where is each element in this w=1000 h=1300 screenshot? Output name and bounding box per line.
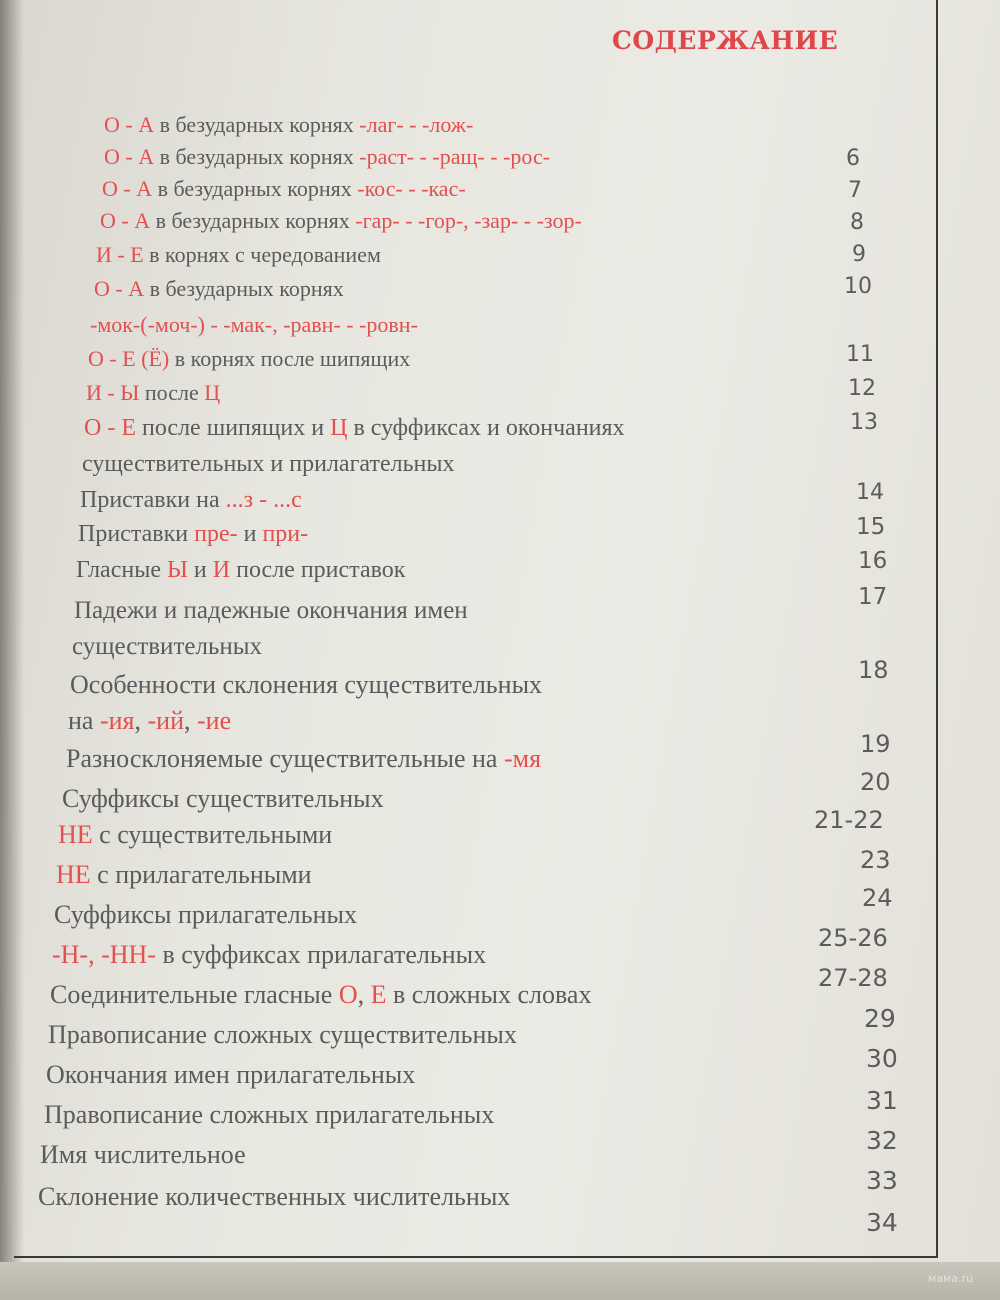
- toc-page-number: 20: [860, 768, 891, 796]
- toc-entry-highlight: -ие: [197, 706, 232, 735]
- toc-entry: [40, 1142, 246, 1168]
- toc-entry-text: существительных и прилагательных: [82, 451, 455, 477]
- toc-entry: [74, 598, 468, 623]
- toc-entry-highlight: О - А: [100, 208, 151, 233]
- toc-entry: [102, 178, 466, 200]
- toc-page-number: 18: [858, 656, 889, 684]
- toc-entry: [44, 1102, 494, 1128]
- toc-entry-text: в безударных корнях: [154, 144, 360, 169]
- toc-entry: [68, 708, 231, 734]
- toc-entry: [58, 822, 332, 848]
- toc-entry-highlight: О - А: [104, 112, 155, 137]
- toc-entry-text: с прилагательными: [90, 860, 312, 889]
- toc-entry-text: существительных: [72, 633, 263, 660]
- toc-entry-text: в корнях после шипящих: [169, 346, 411, 371]
- toc-page-number: 25-26: [818, 924, 888, 952]
- toc-entry-highlight: при-: [262, 521, 309, 547]
- toc-page-number: 33: [866, 1166, 898, 1195]
- watermark: мама.ru: [928, 1272, 974, 1285]
- toc-entry-text: и: [187, 557, 213, 583]
- toc-entry-highlight: О - А: [102, 176, 153, 201]
- toc-entry-text: Приставки: [78, 521, 195, 547]
- toc-entry-highlight: -Н-, -НН-: [52, 940, 156, 969]
- toc-page-number: 16: [858, 548, 888, 574]
- toc-entry-highlight: О - А: [94, 276, 145, 301]
- toc-entry: [72, 634, 262, 659]
- toc-entry-text: Правописание сложных существительных: [48, 1020, 517, 1049]
- toc-entry-text: Падежи и падежные окончания имен: [74, 597, 468, 624]
- toc-entry-text: ,: [357, 980, 371, 1009]
- toc-page-number: 9: [852, 242, 866, 267]
- toc-entry-highlight: О - Е (Ё): [88, 346, 170, 371]
- toc-entry-text: после: [139, 380, 205, 405]
- toc-entry-text: Гласные: [76, 557, 167, 583]
- toc-entry: [96, 244, 381, 266]
- toc-entry: [66, 746, 541, 772]
- toc-entry-highlight: НЕ: [56, 860, 91, 889]
- toc-entry-text: с существительными: [92, 820, 333, 849]
- toc-page-number: 21-22: [814, 806, 884, 834]
- toc-entry-highlight: -ий: [147, 706, 184, 735]
- toc-page-number: 13: [850, 410, 878, 435]
- toc-entry-highlight: -мя: [503, 744, 542, 773]
- toc-entry-text: и: [237, 521, 263, 547]
- toc-entry-text: Склонение количественных числительных: [38, 1182, 511, 1211]
- toc-entry: [70, 672, 542, 698]
- toc-entry-highlight: -мок-(-моч-) - -мак-, -равн- - -ровн-: [90, 312, 418, 337]
- toc-entry-text: ,: [184, 706, 197, 735]
- toc-entry-text: в безударных корнях: [150, 208, 356, 233]
- toc-entry-highlight: О - Е: [84, 415, 136, 441]
- toc-page-number: 11: [846, 342, 874, 367]
- toc-entry: [78, 522, 308, 546]
- toc-entry-highlight: Ц: [204, 380, 221, 405]
- toc-entry-highlight: ...з - ...с: [225, 487, 302, 513]
- toc-entry-highlight: -раст- - -ращ- - -рос-: [359, 144, 551, 169]
- desk-surface: [0, 1262, 1000, 1300]
- toc-entry: [54, 902, 357, 928]
- toc-page-number: 17: [858, 584, 888, 610]
- toc-page-number: 31: [866, 1086, 898, 1115]
- toc-entry-text: в суффиксах прилагательных: [155, 940, 487, 969]
- toc-entry: [88, 348, 410, 370]
- toc-entry: [90, 314, 418, 336]
- toc-entry: [80, 488, 302, 512]
- toc-entry-highlight: Е: [370, 980, 387, 1009]
- toc-page-number: 10: [844, 274, 872, 299]
- toc-entry: [86, 382, 220, 404]
- toc-entry-text: в корнях с чередованием: [143, 242, 381, 267]
- toc-page-number: 14: [856, 480, 884, 505]
- toc-entry-text: Суффиксы существительных: [62, 784, 384, 813]
- toc-entry: [52, 942, 486, 968]
- toc-page-number: 23: [860, 846, 891, 874]
- toc-entry-text: Окончания имен прилагательных: [46, 1060, 416, 1089]
- toc-entry-highlight: И - Ы: [86, 380, 140, 405]
- toc-entry: [104, 114, 473, 136]
- toc-entry-highlight: НЕ: [58, 820, 93, 849]
- toc-entry: [84, 416, 625, 440]
- toc-page-number: 27-28: [818, 964, 888, 992]
- toc-entry-text: в безударных корнях: [152, 176, 358, 201]
- toc-page-number: 19: [860, 730, 891, 758]
- toc-page-number: 8: [850, 210, 864, 235]
- toc-entry-text: Особенности склонения существительных: [70, 670, 543, 699]
- toc-page-number: 24: [862, 884, 893, 912]
- toc-entry: [46, 1062, 415, 1088]
- toc-entry: [48, 1022, 517, 1048]
- toc-page-number: 7: [848, 178, 862, 203]
- toc-entry-text: Суффиксы прилагательных: [54, 900, 357, 929]
- toc-entry-text: после шипящих и: [135, 415, 331, 441]
- toc-entry-text: Соединительные гласные: [50, 980, 339, 1009]
- toc-entry-text: в безударных корнях: [154, 112, 360, 137]
- toc-page-number: 34: [866, 1208, 898, 1237]
- toc-page-number: 32: [866, 1126, 898, 1155]
- toc-page-number: 29: [864, 1004, 896, 1033]
- toc-entry-text: в безударных корнях: [144, 276, 344, 301]
- toc-entry-highlight: -кос- - -кас-: [357, 176, 466, 201]
- toc-entry-highlight: Ц: [330, 415, 348, 441]
- toc-entry: [82, 452, 454, 476]
- toc-entry-highlight: пре-: [194, 521, 238, 547]
- toc-entry: [62, 786, 384, 812]
- toc-entry-highlight: И: [212, 557, 231, 583]
- toc-entry: [56, 862, 312, 888]
- toc-entry-highlight: -ия: [99, 706, 135, 735]
- toc-entry: [94, 278, 344, 300]
- toc-entry-highlight: И - Е: [96, 242, 144, 267]
- toc-entry-text: в суффиксах и окончаниях: [347, 415, 625, 441]
- toc-entry-highlight: О: [338, 980, 358, 1009]
- toc-page-number: 6: [846, 146, 860, 171]
- contents-title: СОДЕРЖАНИЕ: [612, 26, 839, 55]
- toc-entry-text: после приставок: [230, 557, 406, 583]
- toc-page-number: 12: [848, 376, 876, 401]
- toc-entry-highlight: -гар- - -гор-, -зар- - -зор-: [355, 208, 582, 233]
- toc-entry-text: Разносклоняемые существительные на: [66, 744, 504, 773]
- toc-entry: [76, 558, 405, 582]
- toc-entry-text: в сложных словах: [386, 980, 592, 1009]
- toc-entry-highlight: -лаг- - -лож-: [359, 112, 474, 137]
- toc-entry-highlight: Ы: [166, 557, 188, 583]
- toc-page-number: 30: [866, 1044, 898, 1073]
- toc-entry-text: Имя числительное: [40, 1140, 246, 1169]
- toc-page-number: 15: [856, 514, 886, 540]
- toc-entry-text: ,: [134, 706, 148, 735]
- toc-entry: [104, 146, 550, 168]
- toc-entry: [38, 1184, 510, 1210]
- toc-entry-text: Правописание сложных прилагательных: [44, 1100, 495, 1129]
- toc-entry-text: на: [68, 706, 100, 735]
- toc-entry: [100, 210, 582, 232]
- toc-entry-text: Приставки на: [80, 487, 226, 513]
- toc-entry: [50, 982, 591, 1008]
- toc-entry-highlight: О - А: [104, 144, 155, 169]
